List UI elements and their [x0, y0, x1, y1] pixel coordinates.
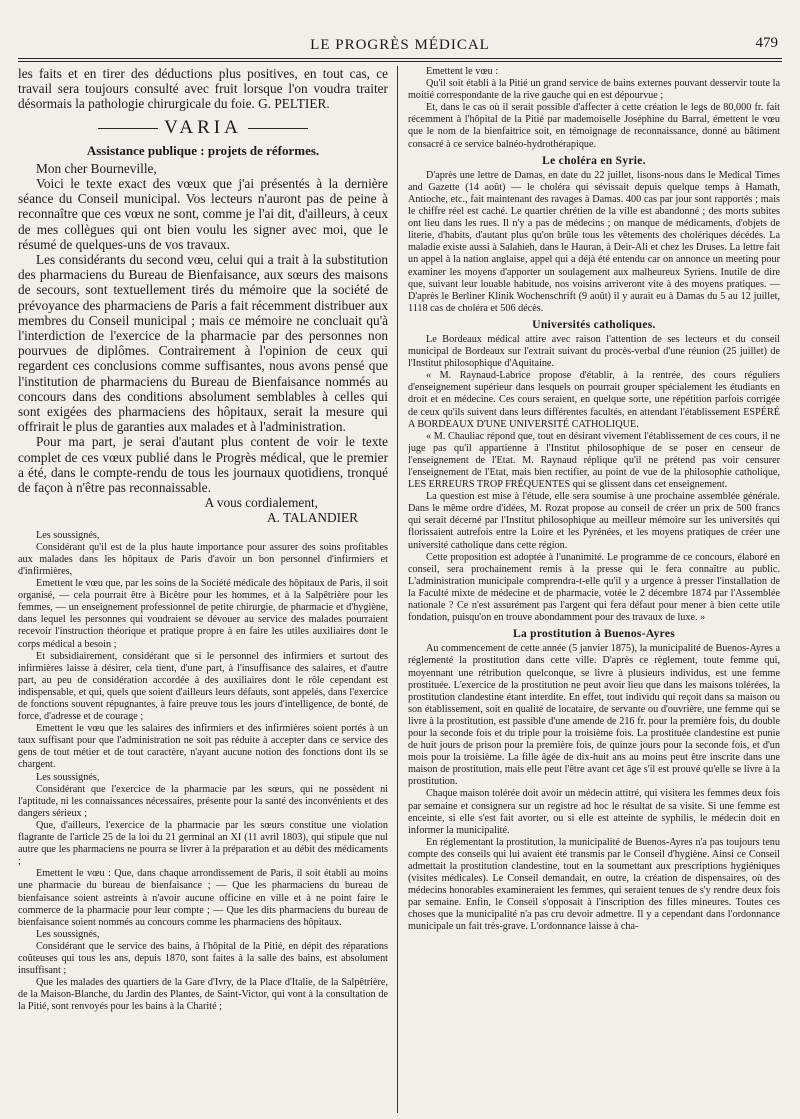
page-header [18, 33, 782, 55]
voeu-heading: Les soussignés, [36, 928, 100, 940]
prostitution-paragraph: Chaque maison tolérée doit avoir un médecin attitré, qui visitera les femmes deux fois par semaine et consignera sur un registre ad hoc le résultat de sa visite. Si une femme est enceinte, si elle s'est fait avorter, ou si elle est atteinte de syphilis, le médecin doit en informer la municipalité. [408, 788, 780, 836]
universites-paragraph: Le Bordeaux médical attire avec raison l'attention de ses lecteurs et du conseil municipal de Bordeaux sur l'extrait suivant du procès-verbal d'une réunion (25 juillet) de l'Institut philosophique d'Aquitaine. [408, 333, 780, 370]
universites-title: Universités catholiques. [532, 318, 656, 331]
intro-paragraph: les faits et en tirer des déductions plus positives, en tout cas, ce travail sera toujours consulté avec fruit lorsque l'on voudra traiter désormais la pathologie chirurgicale du foie. G. PELTIER. [18, 66, 388, 112]
voeu-paragraph: Que, d'ailleurs, l'exercice de la pharmacie par les sœurs constitue une violation flagrante de l'article 25 de la loi du 21 germinal an XI (11 avril 1803), qui stipule que nul autre que les pharmaciens ne pourra se livrer à la préparation et au débit des médicaments ; [18, 819, 388, 868]
page-number: 479 [755, 35, 778, 51]
header-rule-thin [18, 61, 782, 62]
signature: A. TALANDIER [266, 510, 358, 526]
prostitution-paragraph: En réglementant la prostitution, la municipalité de Buenos-Ayres n'a pas toujours tenu compte des conseils qui lui avaient été transmis par le Conseil d'hygiène. Ainsi ce Conseil admettait la prostitution clandestine, tout en la soumettant aux prescriptions hygiéniques (visites médicales). Le Conseil demandait, en outre, la création de dispensaires, où des médecins honorables examineraient les femmes, qui seraient tenues de s'y rendre deux fois par semaine. Enfin, le Conseil s'opposait à l'inscription des filles mineures. Toutes ces choses que la municipalité n'a pas cru devoir admettre. Il y a cependant dans l'ordonnance municipale un fait très-grave. L'ordonnance laisse à cha- [408, 836, 780, 933]
voeu-paragraph: Emettent le vœu que les salaires des infirmiers et des infirmières soient portés à un taux suffisant pour que l'administration ne soit pas réduite à accepter dans ce service des gens de tout métier et de tout caractère, n'ayant aucune notion des fonctions dont ils se chargent. [18, 723, 388, 771]
paragraph: Les considérants du second vœu, celui qui a trait à la substitution des pharmaciens du Bureau de Bienfaisance, aux sœurs des maisons de secours, sont textuellement tirés du mémoire que la société de prévoyance des pharmaciens de Paris a fait récemment distribuer aux membres du Conseil municipal ; mais ce mémoire ne concluait qu'à l'interdiction de l'exercice de la pharmacie par des personnes non pourvues de diplômes. Contrairement à l'opinion de ceux qui regardent ces conclusions comme suffisantes, nous avons pensé que l'institution de pharmaciens du Bureau de Bienfaisance nommés au concours dans des conditions absolument semblables à celles qui sont exigées des pharmaciens des hôpitaux, serait la mesure qui offrirait le plus de garanties aux malades et à l'administration. [18, 252, 388, 435]
voeu-paragraph: Emettent le vœu que, par les soins de la Société médicale des hôpitaux de Paris, il soit organisé, — cela pourrait être à Bicêtre pour les hommes, et à la Salpêtrière pour les femmes, — un enseignement professionnel de petite chirurgie, de pharmacie et d'hygiène, dans lequel les personnes qui voudraient se dévouer au service des malades pourraient recevoir l'instruction théorique et pratique propre à en faire les utiles auxiliaires dont le corps médical a besoin ; [18, 578, 388, 650]
universites-paragraph: La question est mise à l'étude, elle sera soumise à une prochaine assemblée générale. Dans le même ordre d'idées, M. Rozat propose au conseil de créer un prix de 500 francs qui serait décerné par l'Institut philosophique au meilleur mémoire sur les universités qui florissaient autrefois entre la Loire et les Pyrénées, et les moyens pratiques de créer une université catholique dans cette région. [408, 491, 780, 551]
article-title: Assistance publique : projets de réformes. [86, 142, 320, 158]
cholera-title: Le choléra en Syrie. [542, 154, 646, 167]
journal-title: LE PROGRÈS MÉDICAL [310, 37, 490, 53]
voeu-heading: Les soussignés, [36, 771, 100, 783]
voeu-paragraph: Considérant que le service des bains, à l'hôpital de la Pitié, en dépit des réparations coûteuses qui tous les ans, depuis 1870, sont faites à la salle des bains, est absolument insuffisant ; [18, 940, 388, 977]
voeu-paragraph: Et, dans le cas où il serait possible d'affecter à cette création le legs de 80,000 fr. fait récemment à l'hôpital de la Pitié par mademoiselle Joséphine du Barral, émettent le vœu que le nom de la bienfaitrice soit, en témoignage de reconnaissance, donné au bâtiment consacré à ce service balnéo-hydrothérapique. [408, 102, 780, 150]
salutation: Mon cher Bourneville, [36, 160, 157, 176]
universites-paragraph: « M. Chauliac répond que, tout en désirant vivement l'établissement de ces cours, il ne juge pas qu'il appartienne à l'Institut philosophique de se poser en censeur de l'enseignement de l'Etat. M. Raynaud réplique qu'il ne prétend pas voir censurer l'enseignement de l'Etat, mais bien rectifier, au point de vue de la philosophie catholique, LES ERREURS TROP FRÉQUENTES qui se glissent dans cet enseignement. [408, 430, 780, 491]
voeu-paragraph: Emettent le vœu : Que, dans chaque arrondissement de Paris, il soit établi au moins une pharmacie du bureau de bienfaisance ; — Que les pharmaciens du bureau de bienfaisance soient astreints à n'avoir aucune officine en ville et à ne point faire le commerce de la pharmacie pour leur compte ; — Que les dits pharmaciens du bureau de bienfaisance soient nommés au concours comme les pharmaciens des hôpitaux. [18, 868, 388, 928]
header-rule [18, 58, 782, 59]
universites-paragraph: Cette proposition est adoptée à l'unanimité. Le programme de ce concours, élaboré en conseil, sera prochainement remis à la presse qui le fera connaître au public. L'administration municipale comprendra-t-elle qu'il y a urgence à presser l'installation de la Faculté mixte de médecine et de pharmacie, votée le 2 décembre 1874 par l'Assemblée nationale ? Ce n'est assurément pas l'argent qui fera défaut pour mener à bien cette utile fondation, puisqu'on en trouve abondamment pour des travaux de luxe. » [408, 551, 780, 624]
prostitution-paragraph: Au commencement de cette année (5 janvier 1875), la municipalité de Buenos-Ayres a réglementé la prostitution dans cette ville. D'après ce règlement, toute femme qui, moyennant une rétribution quelconque, se livre à plusieurs individus, est une femme prostituée. L'exercice de la prostitution ne peut avoir lieu que dans les maisons tolérées, la prostitution clandestine étant interdite. En effet, tout individu qui reçoit dans sa maison ou son établissement, soit en qualité de locataire, de servante ou d'ouvrière, une femme qui se livre à la prostitution, est passible d'une amende de 216 fr. pour la première fois, du double pour la seconde fois et du triple pour la troisième fois. La prostituée clandestine est punie de huit jours de prison pour la première fois, de quinze jours pour la seconde fois, et d'un mois pour la troisième. La fille âgée de dix-huit ans au moins peut être inscrite dans une maison de prostitution, mais elle peut l'être avant cet âge s'il est prouvé qu'elle se livre à la prostitution. [408, 643, 780, 788]
paragraph: Pour ma part, je serai d'autant plus content de voir le texte complet de ces vœux publié dans le Progrès médical, que le premier a été, dans le compte-rendu de tous les journaux quotidiens, tronqué de façon à n'être pas reconnaissable. [18, 434, 388, 496]
voeu-paragraph: Qu'il soit établi à la Pitié un grand service de bains externes pouvant desservir toute la moitié correspondante de la rive gauche qui en est dépourvue ; [408, 78, 780, 102]
column-divider [397, 66, 398, 1113]
prostitution-title: La prostitution à Buenos-Ayres [512, 628, 676, 641]
section-heading: VARIA [18, 117, 388, 139]
right-column [408, 66, 780, 1113]
left-column [18, 66, 388, 1113]
voeu-heading: Les soussignés, [36, 529, 100, 541]
universites-paragraph: « M. Raynaud-Labrice propose d'établir, à la rentrée, des cours réguliers d'enseignement supérieur dans lesquels on pourrait grouper spécialement les étudiants en droit et en médecine. Ces cours seraient, en quelque sorte, une répétition parfois corrigée de ceux qu'ils suivent dans leurs différentes facultés, en attendant l'établissement ESPÉRÉ A BORDEAUX D'UNE UNIVERSITÉ CATHOLIQUE. [408, 370, 780, 430]
voeu-paragraph: Considérant qu'il est de la plus haute importance pour assurer des soins profitables aux malades dans les hôpitaux de Paris d'avoir un bon personnel d'infirmiers et d'infirmières, [18, 541, 388, 577]
voeu-paragraph: Que les malades des quartiers de la Gare d'Ivry, de la Place d'Italie, de la Salpêtrière, de la Maison-Blanche, du Jardin des Plantes, de Saint-Victor, qui vont à la consultation de la Pitié, sont renvoyés pour les bains à la Charité ; [18, 977, 388, 1013]
voeu-paragraph: Et subsidiairement, considérant que si le personnel des infirmiers et surtout des infirmières laisse à désirer, cela tient, d'une part, à l'insuffisance des salaires, et d'autre part, au peu de considération accordée à des auxiliaires dont le rôle cependant est indispensable, et qui, quels que soient d'ailleurs leurs défauts, sont appelés, dans l'exercice de fonctions souvent répugnantes, à faire preuve tous les jours d'intelligence, de bonté, de force, d'adresse et de courage ; [18, 650, 388, 723]
voeu-paragraph: Emettent le vœu : [426, 66, 499, 77]
closing-line: A vous cordialement, [204, 495, 318, 511]
voeu-paragraph: Considérant que l'exercice de la pharmacie par les sœurs, qui ne possèdent ni l'aptitude, ni les connaissances nécessaires, présente pour la santé des inconvénients et des dangers sérieux ; [18, 783, 388, 819]
paragraph: Voici le texte exact des vœux que j'ai présentés à la dernière séance du Conseil municipal. Vos lecteurs n'auront pas de peine à reconnaître que ces vœux ne sont, comme je l'ai dit, d'ailleurs, à ceux de mes collègues qui ont bien voulu les signer avec moi, que le résumé de quelques-uns de vos travaux. [18, 176, 388, 252]
cholera-paragraph: D'après une lettre de Damas, en date du 22 juillet, lisons-nous dans le Medical Times and Gazette (14 août) — le choléra qui sévissait depuis quelque temps à Hamath, Antioche, etc., fait maintenant des ravages à Damas. 400 cas par jour sont rapportés ; mais le chiffre réel est caché. Le quartier chrétien de la ville est abandonné ; des morts subites ont lieu dans les rues. Il n'y a pas de médecins ; on manque de médicaments, d'objets de literie, d'habits, d'autant plus qu'on brûle tous les vêtements des cholériques décédés. La maladie existe aussi à Salahieh, dans le Hauran, à Deir-Ali et chez les Druses. La lettre fait un appel à la nation anglaise, appel qui a déjà été entendu car on annonce un meeting pour examiner les moyens d'apporter un soulagement aux malheureux Syriens. Inutile de dire que, suivant leur louable habitude, nos voisins arriveront vite à des moyens pratiques. — D'après le Berliner Klinik Wochenschrift (9 août) il y aurait eu à Damas du 5 au 12 juillet, 1118 cas de choléra et 506 décès. [408, 169, 780, 314]
